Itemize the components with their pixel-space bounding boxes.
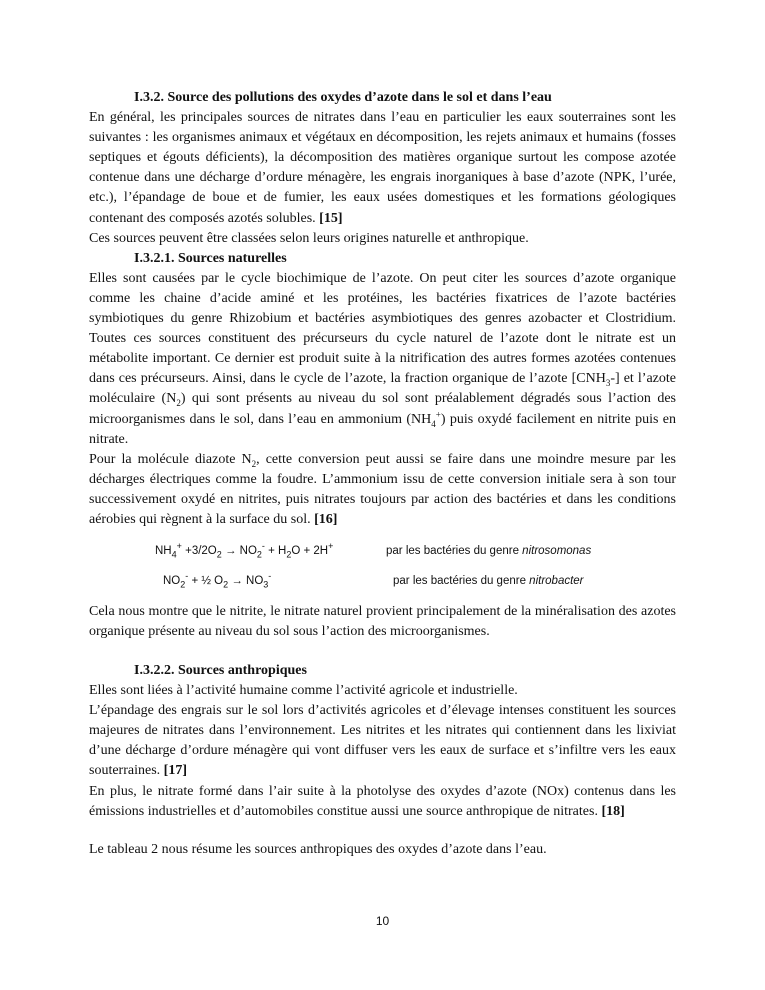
page-number: 10	[375, 914, 390, 928]
intro-paragraph	[89, 108, 676, 229]
natural-p1-sub-4: 4	[431, 418, 436, 429]
equation-nitrosomonas-description: par les bactéries du genre nitrosomonas	[386, 545, 592, 557]
text-block-anthropic	[89, 661, 676, 822]
intro-text: En général, les principales sources de nitrates dans l’eau en particulier les eaux souterraines sont les suivantes : les organismes animaux et végétaux en décomposition, les rejets animaux et humains (fosses septiques et égouts déficients), la décomposition des matières organique surtout les compose azotée contenue dans une décharge d’ordure ménagère, les engrais inorganiques à base d’azote (NPK, l’urée, etc.), l’épandage de boue et de fumier, les eaux usées domestiques et les formations géologiques contenant des composés azotés solubles.	[89, 110, 676, 226]
anthropic-paragraph-1: Elles sont liées à l’activité humaine comme l’activité agricole et industrielle.	[89, 683, 518, 699]
natural-p2-sub-2: 2	[251, 458, 257, 469]
anthropic-p3-text: En plus, le nitrate formé dans l’air suite à la photolyse des oxydes d’azote (NOx) contenus dans les émissions industrielles et d’automobiles constitue aussi une source anthropique de nitrates.	[89, 783, 676, 819]
equation-nitritation: $NH_4^+ +3/2O_2 \to NO_2^- + H_2O + 2H^+$	[155, 541, 334, 560]
natural-p1-sup-plus: +	[435, 408, 441, 419]
natural-p1-part-d: ) puis oxydé facilement en nitrite puis en nitrate.	[89, 411, 676, 447]
natural-p2-part-a: Pour la molécule diazote N	[89, 451, 252, 467]
natural-p2-part-b: , cette conversion peut aussi se faire dans une moindre mesure par les décharges électriques comme la foudre. L’ammonium issu de cette conversion initiale sera à son tour successivement oxydé en nitrites, puis nitrates toujours par action des bactéries et dans les conditions aérobies qui règnent à la surface du sol.	[89, 451, 676, 527]
natural-p1-part-b: -] et l’azote moléculaire (N	[89, 371, 676, 407]
natural-paragraph-1	[89, 269, 676, 450]
anthropic-paragraph-2	[89, 701, 676, 781]
classification-paragraph: Ces sources peuvent être classées selon leurs origines naturelle et anthropique.	[89, 230, 529, 246]
natural-p1-sub-2: 2	[176, 398, 181, 409]
natural-p1-part-a: Elles sont causées par le cycle biochimique de l’azote. On peut citer les sources d’azote organique comme les chaine d’acide aminé et les protéines, les bactéries fixatrices de l’azote bactéries symbiotiques du genre Rhizobium et bactéries asymbiotiques des genres azobacter et Clostridium. Toutes ces sources constituent des précurseurs du cycle naturel de l’azote dont le nitrate est un métabolite important. Ce dernier est produit suite à la nitrification des autres formes azotées contenues dans ces précurseurs. Ainsi, dans le cycle de l’azote, la fraction organique de l’azote [CNH	[89, 270, 676, 387]
text-block-conclusion	[89, 602, 676, 642]
reference-17: [17]	[163, 763, 187, 779]
reference-15: [15]	[319, 210, 343, 226]
genus-nitrobacter: nitrobacter	[529, 575, 584, 587]
natural-p1-part-c: ) qui sont présents au niveau du sol sont préalablement dégradés sous l’action des microorganismes dans le sol, dans l’eau en ammonium (NH	[89, 391, 676, 427]
text-block-table-intro	[89, 840, 676, 860]
natural-paragraph-2	[89, 450, 676, 530]
text-block-natural	[89, 88, 676, 530]
natural-sources-heading: I.3.2.1. Sources naturelles	[134, 250, 287, 266]
equation-nitratation: $NO_2^-$ + ½ $O_2 \to NO_3^-$	[163, 571, 272, 590]
table-intro-paragraph: Le tableau 2 nous résume les sources anthropiques des oxydes d’azote dans l’eau.	[89, 842, 547, 857]
section-heading: I.3.2. Source des pollutions des oxydes d’azote dans le sol et dans l’eau	[134, 90, 552, 105]
reference-18: [18]	[601, 803, 625, 819]
genus-nitrosomonas: nitrosomonas	[522, 545, 592, 557]
anthropic-p2-text: L’épandage des engrais sur le sol lors d’activités agricoles et d’élevage intenses constituent les sources majeures de nitrates dans l’environnement. Les nitrites et les nitrates qui contiennent dans les lixiviat d’une décharge d’ordure ménagère qui vont diffuser vers les eaux de surface et s’infiltre vers les eaux souterraines.	[89, 703, 676, 779]
reference-16: [16]	[314, 511, 338, 527]
natural-conclusion-paragraph: Cela nous montre que le nitrite, le nitrate naturel provient principalement de la minéralisation des azotes organique présente au niveau du sol sous l’action des microorganismes.	[89, 604, 676, 640]
natural-p1-sub-3: 3	[605, 378, 611, 389]
equation-nitrobacter-description: par les bactéries du genre nitrobacter	[393, 575, 584, 587]
anthropic-paragraph-3	[89, 782, 676, 822]
anthropic-sources-heading: I.3.2.2. Sources anthropiques	[134, 663, 307, 678]
